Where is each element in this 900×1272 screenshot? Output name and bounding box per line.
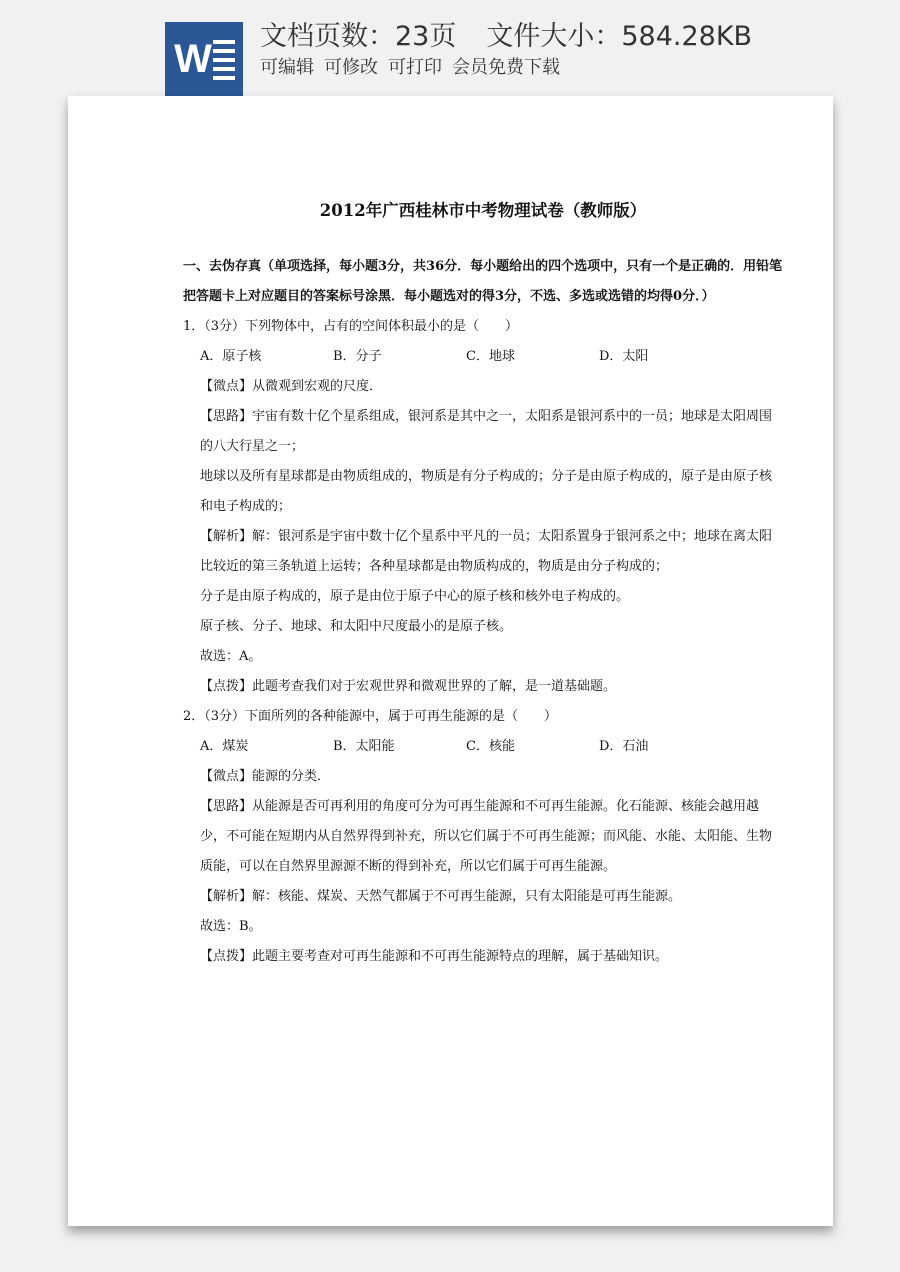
q2-stem: 2．（3分）下面所列的各种能源中，属于可再生能源的是（ ） xyxy=(183,709,558,724)
q1-jiexi-3: 原子核、分子、地球、和太阳中尺度最小的是原子核。 xyxy=(200,619,513,634)
q2-option-a: A．煤炭 xyxy=(200,739,249,754)
download-banner xyxy=(0,0,900,96)
q1-option-d: D．太阳 xyxy=(599,349,649,364)
q1-jiexi-1: 【解析】解：银河系是宇宙中数十亿个星系中平凡的一员；太阳系置身于银河系之中；地球在离太阳比较近的第三条轨道上运转；各种星球都是由物质构成的，物质是由分子构成的； xyxy=(200,529,773,574)
q1-jiexi-2: 分子是由原子构成的，原子是由位于原子中心的原子核和核外电子构成的。 xyxy=(200,589,630,604)
file-size: 文件大小：584.28KB xyxy=(486,21,753,52)
q2-answer: 故选：B。 xyxy=(200,919,262,934)
document-page xyxy=(68,96,833,1226)
document-content xyxy=(183,196,783,972)
q1-weidian: 【微点】从微观到宏观的尺度． xyxy=(200,379,383,394)
word-document-icon: W xyxy=(165,22,243,96)
q1-option-b: B．分子 xyxy=(333,349,382,364)
q2-options xyxy=(183,732,783,762)
q1-options xyxy=(183,342,783,372)
q2-weidian: 【微点】能源的分类． xyxy=(200,769,331,784)
page-count: 文档页数：23页 xyxy=(260,21,457,52)
feature-editable: 可编辑 xyxy=(260,57,314,78)
q2-jiexi: 【解析】解：核能、煤炭、天然气都属于不可再生能源，只有太阳能是可再生能源。 xyxy=(200,889,682,904)
q1-silu-2: 地球以及所有星球都是由物质组成的，物质是有分子构成的；分子是由原子构成的，原子是由原子核和电子构成的； xyxy=(200,469,773,514)
feature-member-download: 会员免费下载 xyxy=(452,57,560,78)
q1-stem: 1．（3分）下列物体中，占有的空间体积最小的是（ ） xyxy=(183,319,519,334)
q2-option-c: C．核能 xyxy=(466,739,515,754)
q1-answer: 故选：A。 xyxy=(200,649,262,664)
q1-silu-1: 【思路】宇宙有数十亿个星系组成，银河系是其中之一，太阳系是银河系中的一员；地球是太阳周围的八大行星之一； xyxy=(200,409,773,454)
q1-option-c: C．地球 xyxy=(466,349,515,364)
section-heading: 一、去伪存真（单项选择，每小题3分，共36分．每小题给出的四个选项中，只有一个是正确的．用铅笔把答题卡上对应题目的答案标号涂黑．每小题选对的得3分，不选、多选或选错的均得0分．） xyxy=(183,259,783,304)
feature-printable: 可打印 xyxy=(388,57,442,78)
q1-option-a: A．原子核 xyxy=(200,349,262,364)
file-info xyxy=(260,20,752,54)
document-title: 2012年广西桂林市中考物理试卷（教师版） xyxy=(319,201,647,220)
feature-modifiable: 可修改 xyxy=(324,57,378,78)
q2-silu: 【思路】从能源是否可再利用的角度可分为可再生能源和不可再生能源。化石能源、核能会越用越少，不可能在短期内从自然界得到补充，所以它们属于不可再生能源；而风能、水能、太阳能、生物质能，可以在自然界里源源不断的得到补充，所以它们属于可再生能源。 xyxy=(200,799,773,874)
feature-list xyxy=(260,56,570,80)
q2-option-b: B．太阳能 xyxy=(333,739,395,754)
q1-dianbo: 【点拨】此题考查我们对于宏观世界和微观世界的了解，是一道基础题。 xyxy=(200,679,617,694)
q2-dianbo: 【点拨】此题主要考查对可再生能源和不可再生能源特点的理解，属于基础知识。 xyxy=(200,949,669,964)
q2-option-d: D．石油 xyxy=(599,739,649,754)
